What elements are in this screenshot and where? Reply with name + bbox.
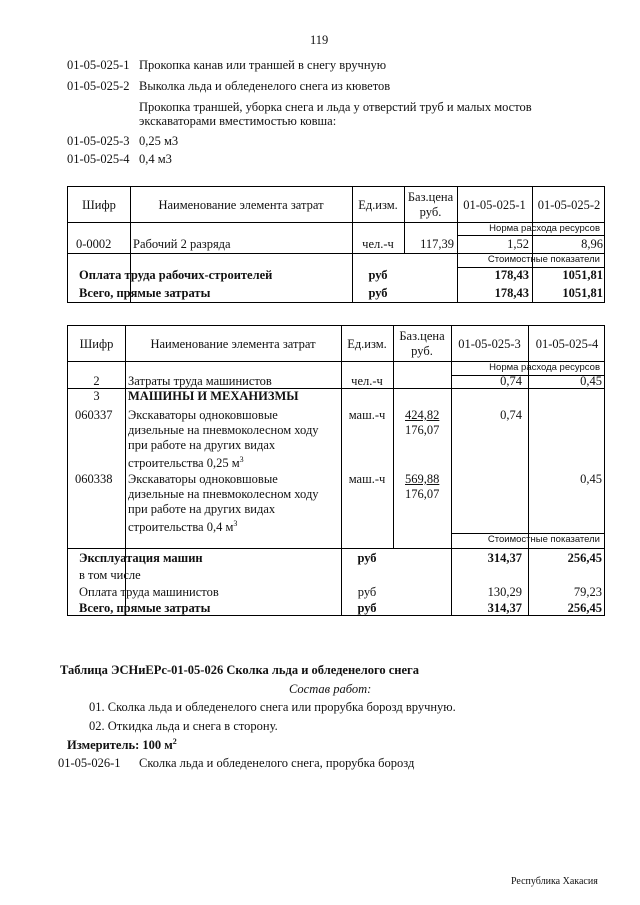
t2-total-3-a: 130,29 [487, 585, 522, 599]
t2-m1-line-3: при работе на других видах [128, 438, 276, 452]
t2-m2-line-3: при работе на других видах [128, 502, 276, 516]
t2-header-col-b: 01-05-025-4 [535, 337, 599, 351]
t2-total-1-a: 314,37 [487, 551, 522, 565]
t2-total-2-name: в том числе [79, 568, 141, 582]
intro-code-2: 01-05-025-2 [67, 79, 130, 93]
t1-row-name: Рабочий 2 разряда [133, 237, 231, 251]
t2-m1-shifr: 060337 [75, 408, 113, 422]
t2-m1-unit: маш.-ч [348, 408, 386, 422]
t2-total-1-name: Эксплуатация машин [79, 551, 203, 565]
t1-header-price-2: руб. [419, 205, 442, 219]
t2-m2-line-1: Экскаваторы одноковшовые [128, 472, 278, 486]
resource-table-2 [67, 325, 605, 616]
t2-header-name: Наименование элемента затрат [150, 337, 316, 351]
t2-labor-shifr: 2 [93, 374, 100, 388]
t2-m1-line-4: строительства 0,25 $м^3$ [128, 455, 244, 471]
t2-total-4-unit: руб [357, 601, 377, 615]
t1-row-price: 117,39 [420, 237, 454, 251]
t2-labor-unit: чел.-ч [351, 374, 383, 388]
t2-norm-label: Норма расхода ресурсов [489, 362, 600, 373]
t2-m2-line-4: строительства 0,4 $м^3$ [128, 519, 238, 535]
t2-m1-a: 0,74 [500, 408, 522, 422]
t2-header-unit: Ед.изм. [347, 337, 387, 351]
t2-total-1-b: 256,45 [567, 551, 602, 565]
t1-header-price-1: Баз.цена [407, 190, 454, 204]
t1-row-shifr: 0-0002 [76, 237, 112, 251]
t1-total-1-unit: руб [368, 268, 388, 282]
t1-header-col-b: 01-05-025-2 [537, 198, 601, 212]
t2-total-4-b: 256,45 [567, 601, 602, 615]
t1-row-a: 1,52 [507, 237, 529, 251]
t2-total-1-unit: руб [357, 551, 377, 565]
t2-labor-a: 0,74 [500, 374, 522, 388]
t2-total-4-name: Всего, прямые затраты [79, 601, 211, 615]
intro-text-4: 0,4 м3 [139, 152, 172, 166]
resource-table-1 [67, 186, 605, 303]
t2-total-3-b: 79,23 [573, 585, 602, 599]
t2-section-name: МАШИНЫ И МЕХАНИЗМЫ [128, 389, 299, 403]
footer-region: Республика Хакасия [511, 876, 598, 887]
t1-total-1-b: 1051,81 [562, 268, 603, 282]
t1-header-col-a: 01-05-025-1 [463, 198, 526, 212]
t2-m1-price-bottom: 176,07 [405, 423, 440, 437]
t2-m2-shifr: 060338 [75, 472, 113, 486]
intro-heading-line-2: экскаваторами вместимостью ковша: [139, 114, 337, 128]
t1-header-name: Наименование элемента затрат [158, 198, 324, 212]
intro-text-1: Прокопка канав или траншей в снегу вручную [139, 58, 387, 72]
t2-header-col-a: 01-05-025-3 [458, 337, 521, 351]
t1-row-unit: чел.-ч [362, 237, 394, 251]
intro-text-2: Выколка льда и обледенелого снега из кюветов [139, 79, 391, 93]
t2-header-price-2: руб. [411, 344, 433, 358]
measure-label: Измеритель: 100 $м^2$ [67, 737, 177, 753]
t2-section-shifr: 3 [93, 389, 100, 403]
t2-total-3-name: Оплата труда машинистов [79, 585, 219, 599]
t1-row-b: 8,96 [581, 237, 603, 251]
t2-m1-line-1: Экскаваторы одноковшовые [128, 408, 278, 422]
intro-code-3: 01-05-025-3 [67, 134, 130, 148]
t2-m2-price-bottom: 176,07 [405, 487, 440, 501]
intro-code-1: 01-05-025-1 [67, 58, 130, 72]
t2-header-price-1: Баз.цена [399, 329, 445, 343]
t1-total-2-name: Всего, прямые затраты [79, 286, 211, 300]
t2-labor-b: 0,45 [580, 374, 602, 388]
work-item-1: 01. Сколка льда и обледенелого снега или прорубка борозд вручную. [89, 700, 456, 714]
t1-cost-label: Стоимостные показатели [487, 254, 600, 265]
t1-total-1-a: 178,43 [494, 268, 529, 282]
work-title: Состав работ: [289, 682, 372, 696]
t2-cost-label: Стоимостные показатели [487, 534, 600, 545]
t1-total-2-a: 178,43 [494, 286, 529, 300]
t2-total-3-unit: руб [357, 585, 377, 599]
t2-m1-price-top: 424,82 [405, 408, 440, 422]
t2-total-4-a: 314,37 [487, 601, 522, 615]
last-text: Сколка льда и обледенелого снега, прорубка борозд [139, 756, 415, 770]
t1-header-shifr: Шифр [82, 198, 116, 212]
t1-header-unit: Ед.изм. [358, 198, 398, 212]
t1-total-2-unit: руб [368, 286, 388, 300]
work-item-2: 02. Откидка льда и снега в сторону. [89, 719, 278, 733]
last-code: 01-05-026-1 [58, 756, 121, 770]
t2-m2-price-top: 569,88 [405, 472, 440, 486]
t2-m2-b: 0,45 [580, 472, 602, 486]
intro-heading-line-1: Прокопка траншей, уборка снега и льда у отверстий труб и малых мостов [139, 100, 532, 114]
t1-total-1-name: Оплата труда рабочих-строителей [79, 268, 273, 282]
page-number: 119 [310, 33, 329, 47]
intro-text-3: 0,25 м3 [139, 134, 179, 148]
t2-m1-line-2: дизельные на пневмоколесном ходу [128, 423, 319, 437]
t2-m2-unit: маш.-ч [348, 472, 386, 486]
t2-header-shifr: Шифр [79, 337, 114, 351]
t1-total-2-b: 1051,81 [562, 286, 603, 300]
t2-labor-name: Затраты труда машинистов [128, 374, 272, 388]
t2-m2-line-2: дизельные на пневмоколесном ходу [128, 487, 319, 501]
t1-norm-label: Норма расхода ресурсов [489, 223, 600, 234]
section-title: Таблица ЭСНиЕРс-01-05-026 Сколка льда и обледенелого снега [60, 663, 419, 677]
intro-code-4: 01-05-025-4 [67, 152, 130, 166]
